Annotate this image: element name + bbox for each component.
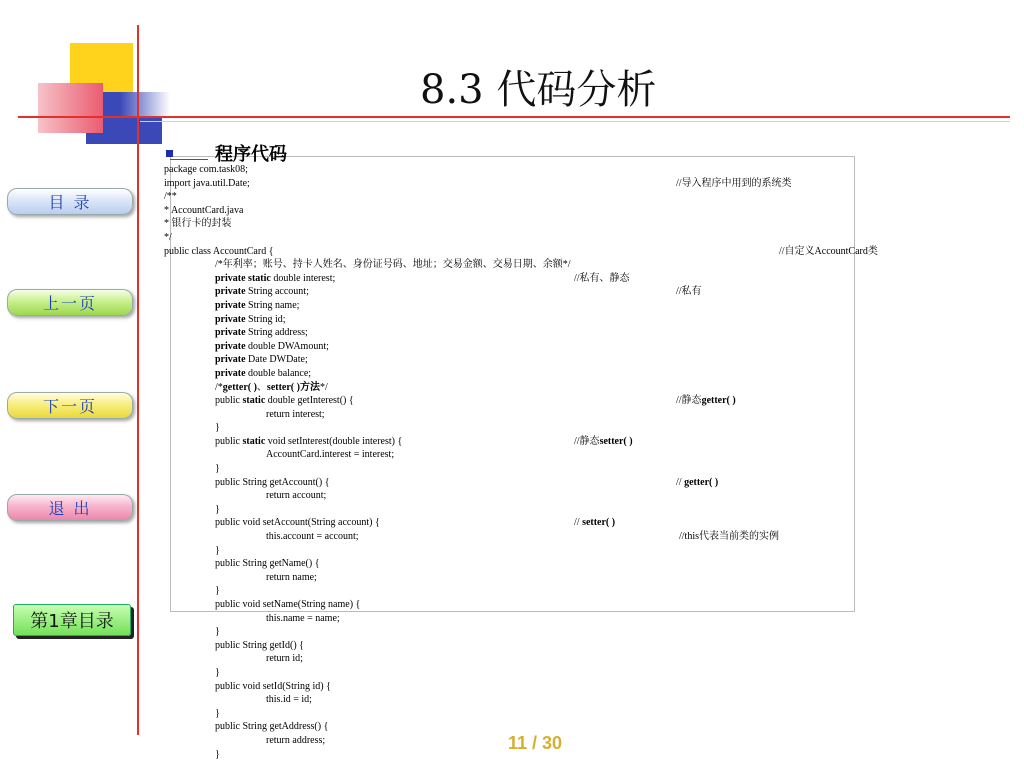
code-line — [164, 299, 1009, 313]
code-text: } — [215, 503, 220, 515]
code-line — [164, 217, 1009, 231]
code-text: private static double interest; — [215, 272, 336, 284]
code-line — [164, 625, 1009, 639]
code-line — [164, 448, 1009, 462]
code-line — [164, 476, 1009, 490]
code-comment: //私有、静态 — [574, 272, 630, 284]
code-text: private String account; — [215, 286, 309, 298]
code-text: } — [215, 463, 220, 475]
code-text: public String getAccount() { — [215, 476, 330, 488]
slide-title: 8.3 代码分析 — [420, 67, 657, 113]
code-line — [164, 285, 1009, 299]
code-line — [164, 177, 1009, 191]
code-line — [164, 313, 1009, 327]
code-line — [164, 204, 1009, 218]
code-text: * AccountCard.java — [164, 204, 244, 216]
code-text: public static void setInterest(double interest) { — [215, 435, 403, 447]
code-text: } — [215, 544, 220, 556]
code-comment: //导入程序中用到的系统类 — [676, 177, 792, 189]
code-text: private String name; — [215, 299, 300, 311]
code-line — [164, 489, 1009, 503]
code-text: } — [215, 666, 220, 678]
next-page-button[interactable]: 下一页 — [7, 392, 133, 419]
code-line — [164, 367, 1009, 381]
code-text: } — [215, 422, 220, 434]
code-text: private double balance; — [215, 367, 312, 379]
code-line — [164, 190, 1009, 204]
code-line — [164, 530, 1009, 544]
code-line — [164, 598, 1009, 612]
code-line — [164, 381, 1009, 395]
code-text: this.id = id; — [266, 694, 312, 706]
code-line — [164, 734, 1009, 748]
code-text: public void setName(String name) { — [215, 599, 361, 610]
code-line — [164, 557, 1009, 571]
code-text: public static double getInterest() { — [215, 395, 354, 407]
code-line — [164, 680, 1009, 694]
code-text: public String getName() { — [215, 558, 320, 570]
code-line — [164, 544, 1009, 558]
code-text: return name; — [266, 571, 317, 583]
code-text: package com.task08; — [164, 164, 248, 175]
code-line — [164, 516, 1009, 530]
code-text: return account; — [266, 490, 327, 502]
code-text: public String getAddress() { — [215, 721, 329, 733]
code-text: } — [215, 626, 220, 638]
code-line — [164, 231, 1009, 245]
code-listing — [164, 163, 1009, 761]
code-comment: //私有 — [676, 286, 702, 298]
code-text: public void setAccount(String account) { — [215, 517, 380, 529]
code-text: * 银行卡的封装 — [164, 218, 232, 230]
code-line — [164, 652, 1009, 666]
code-comment: //静态setter( ) — [574, 435, 633, 447]
code-line — [164, 612, 1009, 626]
page-indicator: 11 / 30 — [508, 733, 563, 753]
code-text: this.account = account; — [266, 531, 359, 543]
code-line — [164, 394, 1009, 408]
code-line — [164, 163, 1009, 177]
code-comment: //静态getter( ) — [676, 395, 736, 407]
code-text: */ — [164, 231, 172, 243]
code-line — [164, 666, 1009, 680]
code-comment: //自定义AccountCard类 — [779, 245, 878, 257]
code-text: import java.util.Date; — [164, 177, 250, 189]
code-text: } — [215, 748, 220, 760]
code-text: public String getId() { — [215, 639, 304, 651]
deco-blue-fade — [120, 92, 170, 116]
code-text: public class AccountCard { — [164, 245, 274, 257]
code-text: public void setId(String id) { — [215, 680, 331, 692]
code-line — [164, 258, 1009, 272]
code-comment: // getter( ) — [676, 476, 719, 488]
code-line — [164, 272, 1009, 286]
code-line — [164, 353, 1009, 367]
code-line — [164, 462, 1009, 476]
code-text: } — [215, 585, 220, 597]
code-line — [164, 639, 1009, 653]
bullet-underline — [170, 159, 208, 160]
code-text: /*年利率；账号、持卡人姓名、身份证号码、地址；交易金额、交易日期、余额*/ — [215, 259, 571, 271]
code-text: private String address; — [215, 327, 308, 339]
code-line — [164, 326, 1009, 340]
code-text: this.name = name; — [266, 612, 340, 624]
toc-button[interactable]: 目 录 — [7, 188, 133, 215]
code-line — [164, 584, 1009, 598]
exit-button[interactable]: 退 出 — [7, 494, 133, 521]
code-text: return interest; — [266, 408, 325, 420]
code-text: return id; — [266, 653, 303, 665]
code-text: private String id; — [215, 313, 286, 325]
code-line — [164, 408, 1009, 422]
code-comment: //this代表当前类的实例 — [679, 531, 780, 543]
code-text: private Date DWDate; — [215, 354, 308, 366]
horizontal-rule — [18, 116, 1010, 118]
code-line — [164, 245, 1009, 259]
code-text: /** — [164, 191, 177, 203]
code-line — [164, 340, 1009, 354]
code-text: AccountCard.interest = interest; — [266, 449, 395, 461]
horizontal-rule-accent — [140, 121, 1010, 122]
code-line — [164, 720, 1009, 734]
code-line — [164, 421, 1009, 435]
deco-pink-square — [38, 83, 103, 133]
code-line — [164, 435, 1009, 449]
code-comment: // setter( ) — [574, 517, 616, 529]
bullet-icon — [166, 150, 173, 157]
code-line — [164, 571, 1009, 585]
code-line — [164, 748, 1009, 762]
prev-page-button[interactable]: 上一页 — [7, 289, 133, 316]
code-line — [164, 707, 1009, 721]
vertical-rule — [137, 25, 139, 735]
section-heading: 程序代码 — [215, 144, 287, 165]
chapter-toc-button[interactable]: 第1章目录 — [13, 604, 131, 636]
code-text: private double DWAmount; — [215, 340, 329, 352]
code-text: /*getter( )、setter( )方法*/ — [215, 381, 328, 393]
code-text: return address; — [266, 734, 326, 746]
code-text: } — [215, 707, 220, 719]
code-line — [164, 693, 1009, 707]
code-line — [164, 503, 1009, 517]
